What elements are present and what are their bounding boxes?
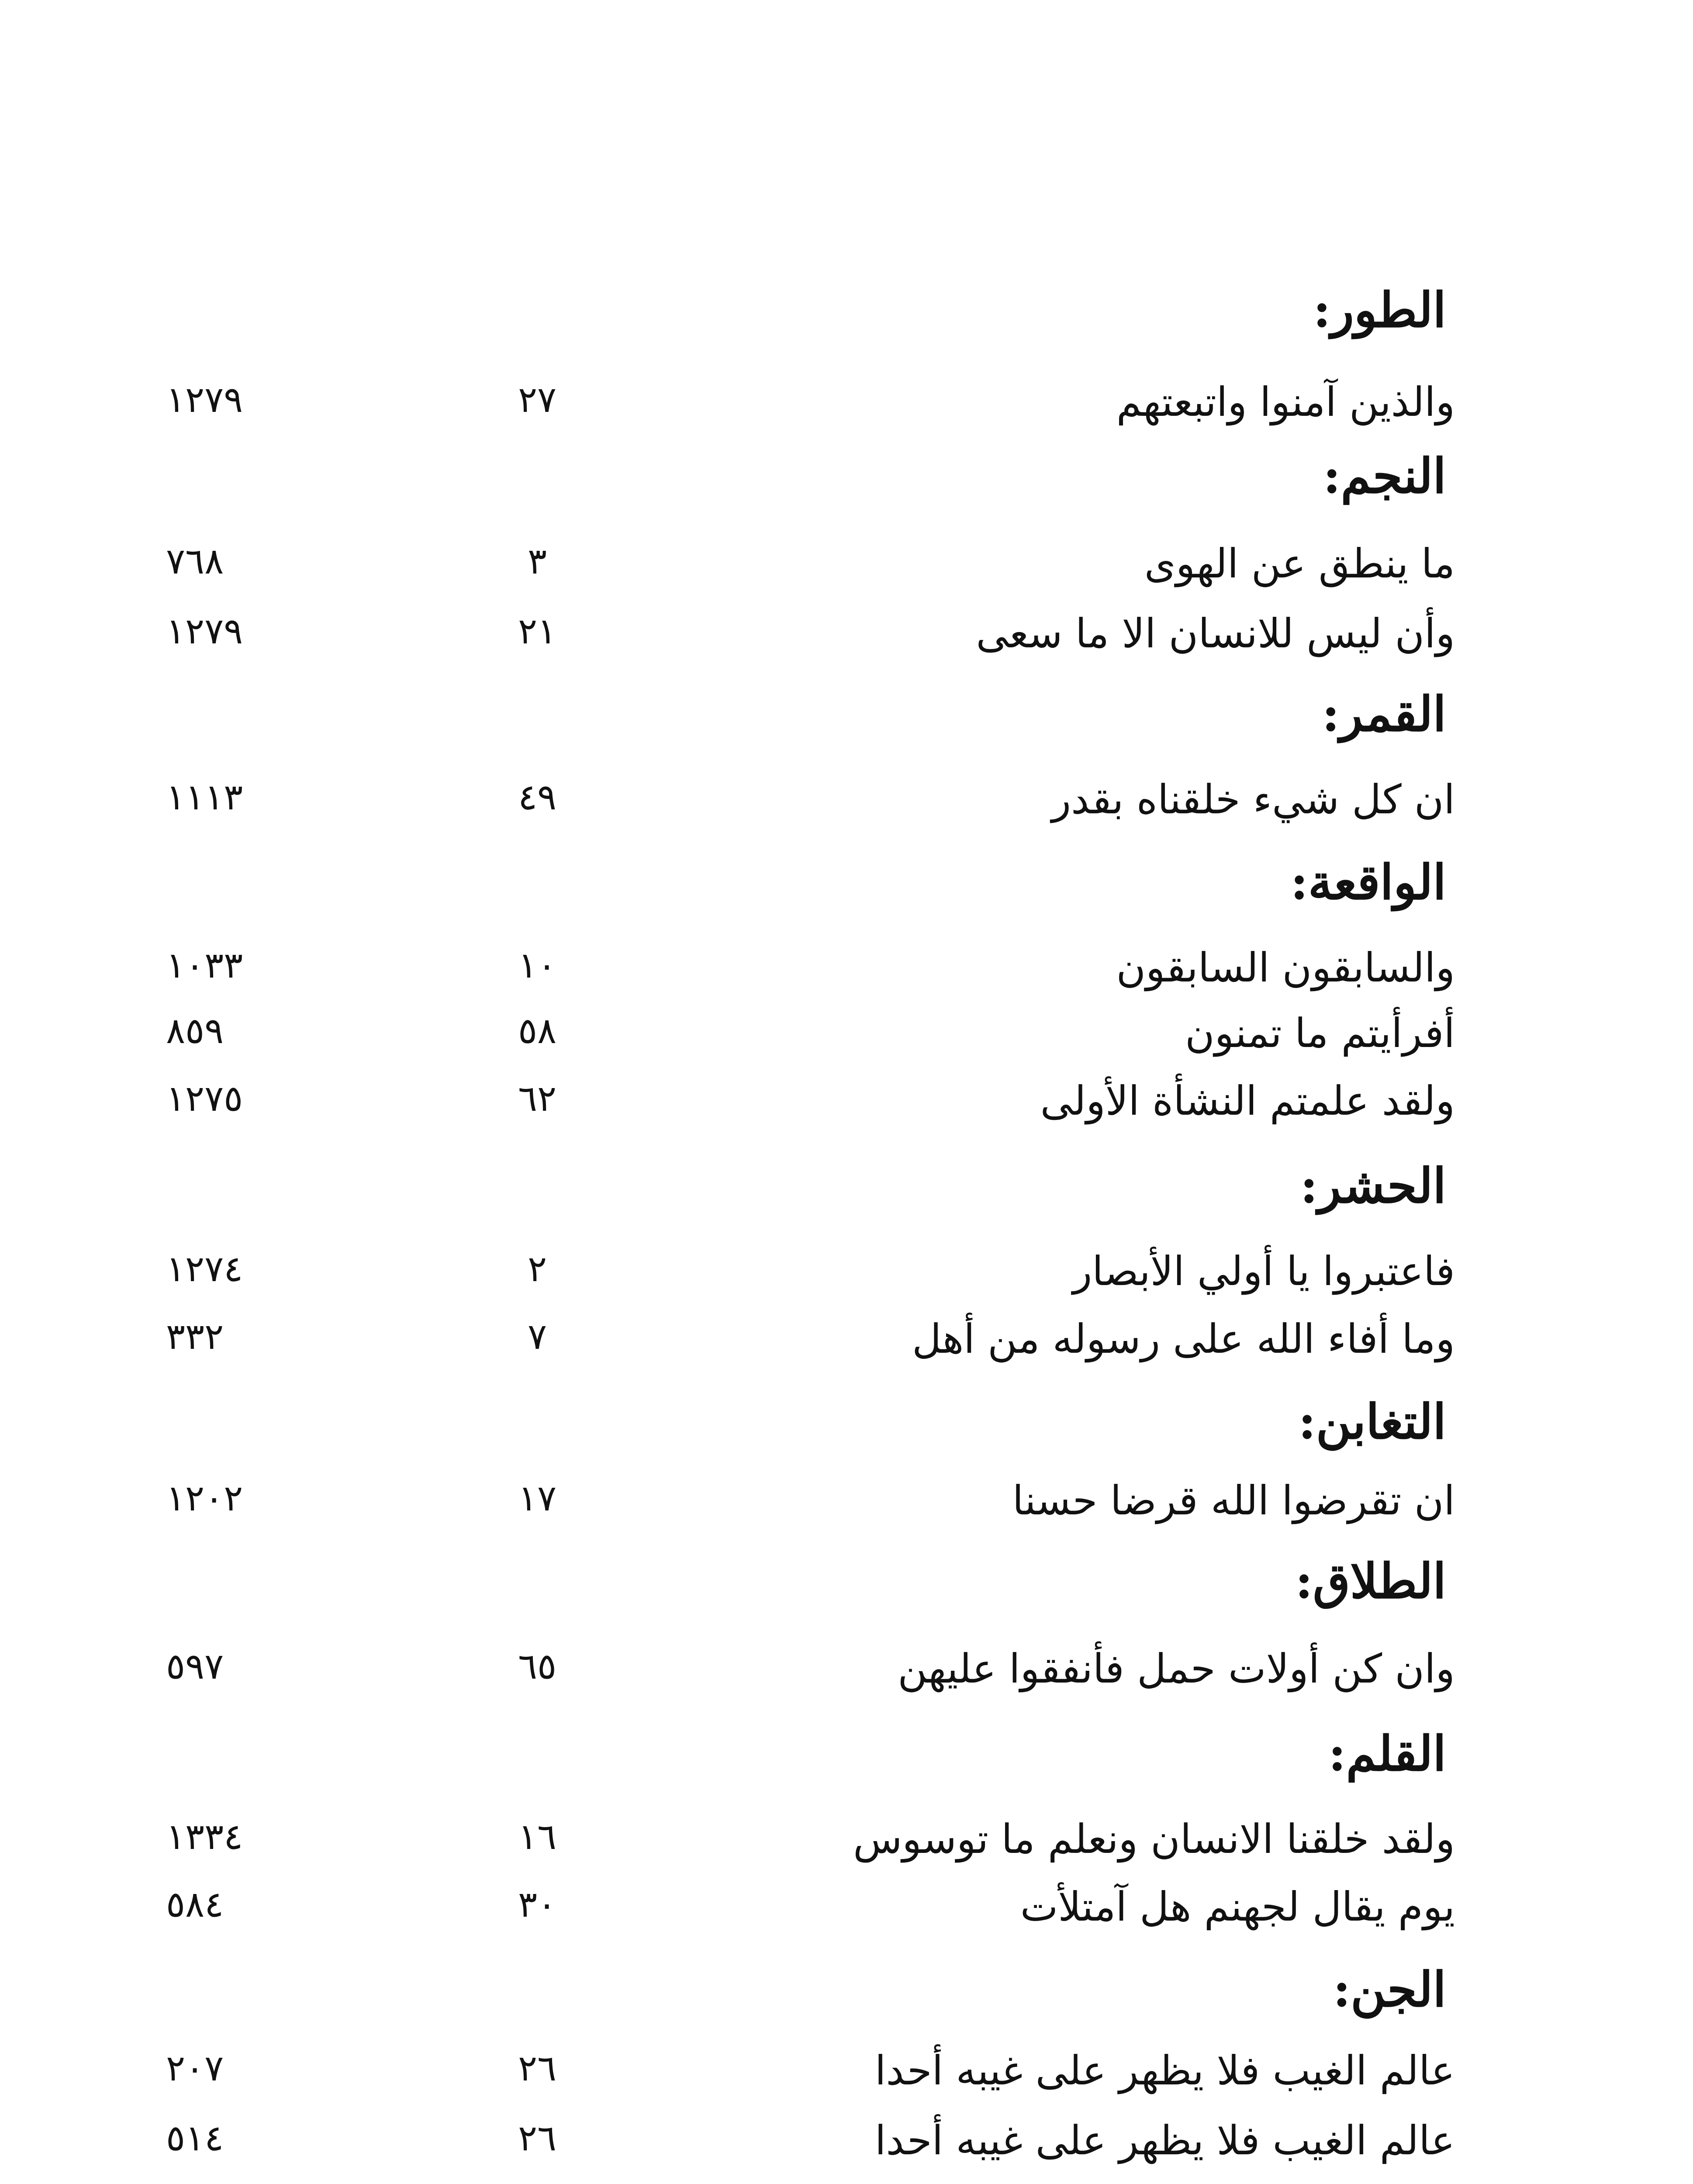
surah-heading: الطور: — [1313, 282, 1446, 338]
page-reference: ٧٦٨ — [166, 541, 224, 582]
surah-heading: التغابن: — [1298, 1393, 1446, 1450]
verse-text: عالم الغيب فلا يظهر على غيبه أحدا — [874, 2047, 1455, 2094]
verse-number: ٣ — [527, 541, 547, 582]
index-entry — [0, 379, 1693, 435]
verse-text: وما أفاء الله على رسوله من أهل — [912, 1316, 1455, 1362]
verse-number: ٣٠ — [518, 1884, 557, 1925]
verse-number: ٢٦ — [518, 2118, 557, 2159]
page-reference: ١٢٧٤ — [166, 1248, 243, 1290]
page-reference: ٣٣٢ — [166, 1316, 224, 1358]
surah-heading: الحشر: — [1300, 1158, 1446, 1214]
verse-number: ٥٨ — [518, 1010, 557, 1052]
verse-text: ولقد علمتم النشأة الأولى — [1040, 1078, 1455, 1124]
index-entry — [0, 2117, 1693, 2173]
page-reference: ١٢٧٥ — [166, 1078, 243, 1120]
index-entry — [0, 1477, 1693, 1533]
verse-number: ٦٥ — [518, 1646, 557, 1687]
verse-text: يوم يقال لجهنم هل آمتلأت — [1020, 1883, 1455, 1930]
index-entry — [0, 776, 1693, 832]
verse-number: ٢٦ — [518, 2048, 557, 2089]
page-reference: ٥٨٤ — [166, 1884, 224, 1925]
index-entry — [0, 610, 1693, 666]
verse-text: عالم الغيب فلا يظهر على غيبه أحدا — [874, 2117, 1455, 2164]
surah-heading: القلم: — [1328, 1725, 1446, 1782]
page-reference: ١٢٧٩ — [166, 611, 243, 652]
verse-number: ٦٢ — [518, 1078, 557, 1120]
verse-text: ان كل شيء خلقناه بقدر — [1051, 776, 1455, 823]
index-entry — [0, 1248, 1693, 1304]
verse-number: ٢٧ — [518, 379, 557, 421]
verse-text: ما ينطق عن الهوى — [1144, 540, 1455, 587]
verse-text: والذين آمنوا واتبعتهم — [1116, 379, 1455, 425]
verse-text: وأن ليس للانسان الا ما سعى — [976, 610, 1455, 657]
page-reference: ١٢٠٢ — [166, 1478, 243, 1519]
page-reference: ٥٩٧ — [166, 1646, 224, 1687]
verse-number: ٧ — [527, 1316, 547, 1358]
verse-text: والسابقون السابقون — [1116, 944, 1455, 991]
index-entry — [0, 1078, 1693, 1133]
page-reference: ٥١٤ — [166, 2118, 224, 2159]
index-entry — [0, 540, 1693, 596]
index-entry — [0, 1883, 1693, 1939]
index-entry — [0, 1816, 1693, 1872]
verse-text: ولقد خلقنا الانسان ونعلم ما توسوس — [853, 1816, 1455, 1863]
verse-number: ١٠ — [518, 945, 557, 986]
verse-text: وان كن أولات حمل فأنفقوا عليهن — [898, 1645, 1455, 1692]
surah-heading: النجم: — [1323, 448, 1446, 504]
index-entry — [0, 1316, 1693, 1372]
verse-text: ان تقرضوا الله قرضا حسنا — [1012, 1477, 1455, 1524]
surah-heading: الواقعة: — [1290, 854, 1446, 910]
verse-number: ٢ — [527, 1248, 547, 1290]
page-reference: ١٢٧٩ — [166, 379, 243, 421]
page-reference: ٨٥٩ — [166, 1010, 224, 1052]
page-reference: ٢٠٧ — [166, 2048, 224, 2089]
surah-heading: القمر: — [1322, 686, 1446, 742]
verse-number: ١٦ — [518, 1816, 557, 1858]
index-entry — [0, 2047, 1693, 2103]
index-entry — [0, 1010, 1693, 1066]
index-entry — [0, 944, 1693, 1000]
verse-text: فاعتبروا يا أولي الأبصار — [1072, 1248, 1455, 1295]
verse-number: ٤٩ — [518, 777, 557, 818]
surah-heading: الطلاق: — [1295, 1553, 1446, 1609]
verse-text: أفرأيتم ما تمنون — [1185, 1010, 1455, 1057]
index-entry — [0, 1645, 1693, 1701]
verse-number: ١٧ — [518, 1478, 557, 1519]
page-reference: ١٠٣٣ — [166, 945, 243, 986]
page-reference: ١٣٣٤ — [166, 1816, 243, 1858]
verse-number: ٢١ — [518, 611, 557, 652]
surah-heading: الجن: — [1333, 1961, 1446, 2018]
page-reference: ١١١٣ — [166, 777, 243, 818]
